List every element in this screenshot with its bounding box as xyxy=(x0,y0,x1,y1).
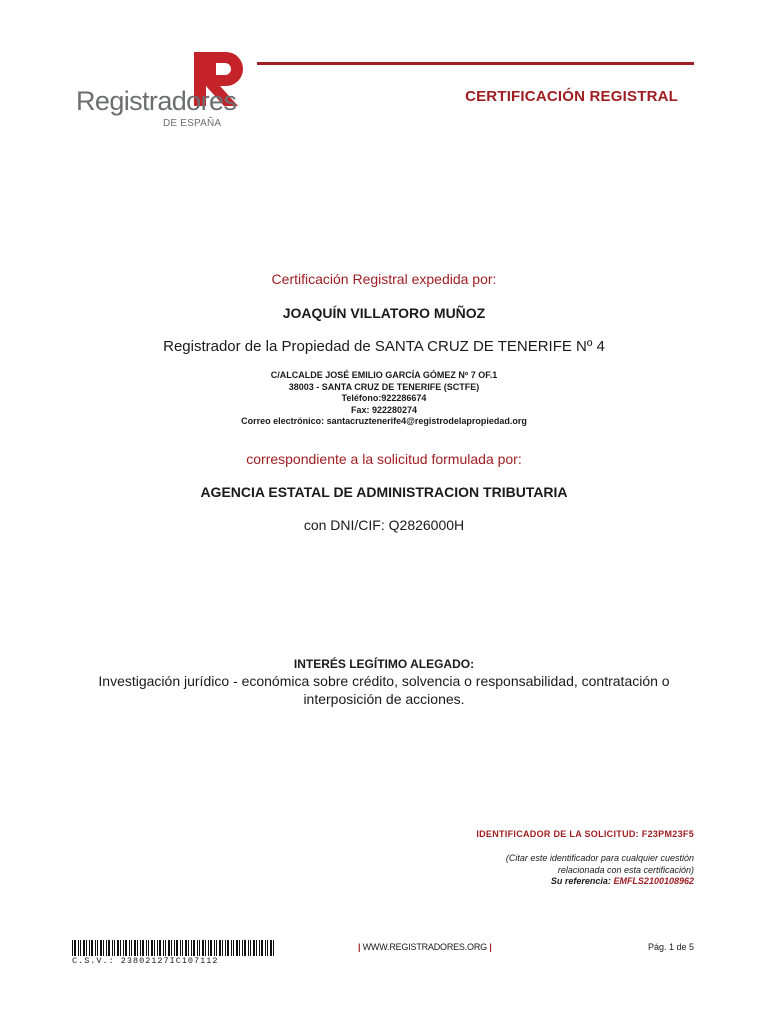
address-line-2: 38003 - SANTA CRUZ DE TENERIFE (SCTFE) xyxy=(288,381,480,392)
website-link[interactable]: | WWW.REGISTRADORES.ORG | xyxy=(358,942,492,952)
cite-note-line-1: (Citar este identificador para cualquier cuestión xyxy=(505,853,694,863)
reference-value: EMFLS2100108962 xyxy=(613,876,694,886)
csv-code: C.S.V.: 23802127IC107112 xyxy=(72,956,219,966)
brand-subtitle: DE ESPAÑA xyxy=(163,118,222,129)
page-number: Pág. 1 de 5 xyxy=(647,942,694,952)
registrar-name: JOAQUÍN VILLATORO MUÑOZ xyxy=(282,305,486,321)
registrar-role: Registrador de la Propiedad de SANTA CRUZ DE TENERIFE Nº 4 xyxy=(163,338,605,355)
barcode-icon xyxy=(72,940,278,956)
your-reference xyxy=(551,876,694,886)
brand-name: Registradores xyxy=(76,86,237,116)
reference-label: Su referencia: xyxy=(550,876,614,886)
document-title: CERTIFICACIÓN REGISTRAL xyxy=(465,88,678,105)
phone-line: Teléfono:922286674 xyxy=(341,393,427,403)
legitimate-interest-text: Investigación jurídico - económica sobre crédito, solvencia o responsabilidad, contratación o interposición de acciones. xyxy=(98,673,670,707)
request-identifier: IDENTIFICADOR DE LA SOLICITUD: F23PM23F5 xyxy=(476,829,694,839)
issued-by-label: Certificación Registral expedida por: xyxy=(271,271,497,287)
applicant-name: AGENCIA ESTATAL DE ADMINISTRACION TRIBUTARIA xyxy=(200,484,568,500)
address-line-1: C/ALCALDE JOSÉ EMILIO GARCÍA GÓMEZ Nº 7 OF.1 xyxy=(270,370,498,380)
website-text[interactable]: WWW.REGISTRADORES.ORG xyxy=(362,942,487,952)
email-line: Correo electrónico: santacruztenerife4@registrodelapropiedad.org xyxy=(241,416,527,426)
registry-contact-block xyxy=(0,370,768,428)
cite-note-line-2: relacionada con esta certificación) xyxy=(557,864,694,875)
requested-by-label: correspondiente a la solicitud formulada por: xyxy=(246,451,522,467)
fax-line: Fax: 922280274 xyxy=(350,404,418,415)
header-divider xyxy=(257,62,694,65)
legitimate-interest-title: INTERÉS LEGÍTIMO ALEGADO: xyxy=(293,657,475,671)
applicant-tax-id: con DNI/CIF: Q2826000H xyxy=(303,517,465,533)
cite-note xyxy=(506,853,694,876)
